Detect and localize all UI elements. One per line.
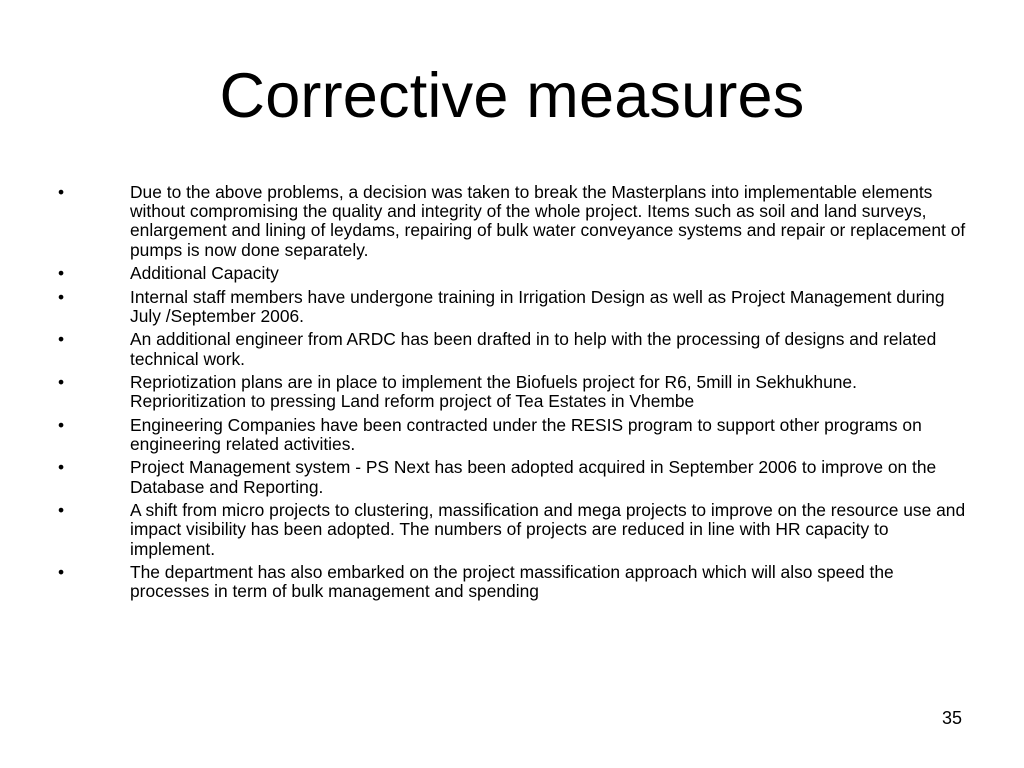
bullet-text: Engineering Companies have been contracted under the RESIS program to support other programs on engineering related activities.	[130, 414, 922, 454]
bullet-text: A shift from micro projects to clustering, massification and mega projects to improve on the resource use and impact visibility has been adopted. The numbers of projects are reduced in line with HR capacity to implement.	[130, 500, 966, 559]
bullet-text: Project Management system - PS Next has been adopted acquired in September 2006 to improve on the Database and Reporting.	[130, 457, 937, 497]
bullet-text: An additional engineer from ARDC has been drafted in to help with the processing of designs and related technical work.	[130, 329, 937, 369]
bullet-icon: •	[58, 263, 65, 284]
slide-title: Corrective measures	[219, 61, 805, 131]
bullet-item	[58, 330, 970, 368]
bullet-icon: •	[58, 372, 65, 393]
bullet-icon: •	[58, 562, 65, 583]
bullet-item	[58, 563, 970, 601]
bullet-item	[58, 183, 970, 260]
page-number: 35	[941, 708, 962, 728]
bullet-text: Repriotization plans are in place to implement the Biofuels project for R6, 5mill in Sekhukhune. Reprioritization to pressing Land reform project of Tea Estates in Vhembe	[130, 372, 857, 412]
bullet-icon: •	[58, 500, 65, 521]
bullet-text: Additional Capacity	[130, 263, 279, 284]
bullet-text: Internal staff members have undergone training in Irrigation Design as well as Project Management during July /September 2006.	[130, 286, 945, 326]
bullet-icon: •	[58, 414, 65, 435]
bullet-item	[58, 264, 970, 283]
bullet-icon: •	[58, 286, 65, 307]
bullet-text: Due to the above problems, a decision was taken to break the Masterplans into implementable elements without compromising the quality and integrity of the whole project. Items such as soil and land surveys, enlargement and lining of leydams, repairing of bulk water conveyance systems and repair or replacement of pumps is now done separately.	[130, 182, 966, 260]
bullet-item	[58, 458, 970, 496]
bullet-text: The department has also embarked on the project massification approach which will also speed the processes in term of bulk management and spending	[130, 562, 894, 602]
bullet-icon: •	[58, 457, 65, 478]
bullet-item	[58, 288, 970, 326]
bullet-item	[58, 373, 970, 411]
bullet-list	[58, 183, 970, 606]
bullet-icon: •	[58, 329, 65, 350]
bullet-item	[58, 416, 970, 454]
bullet-icon: •	[58, 182, 65, 202]
bullet-item	[58, 501, 970, 559]
